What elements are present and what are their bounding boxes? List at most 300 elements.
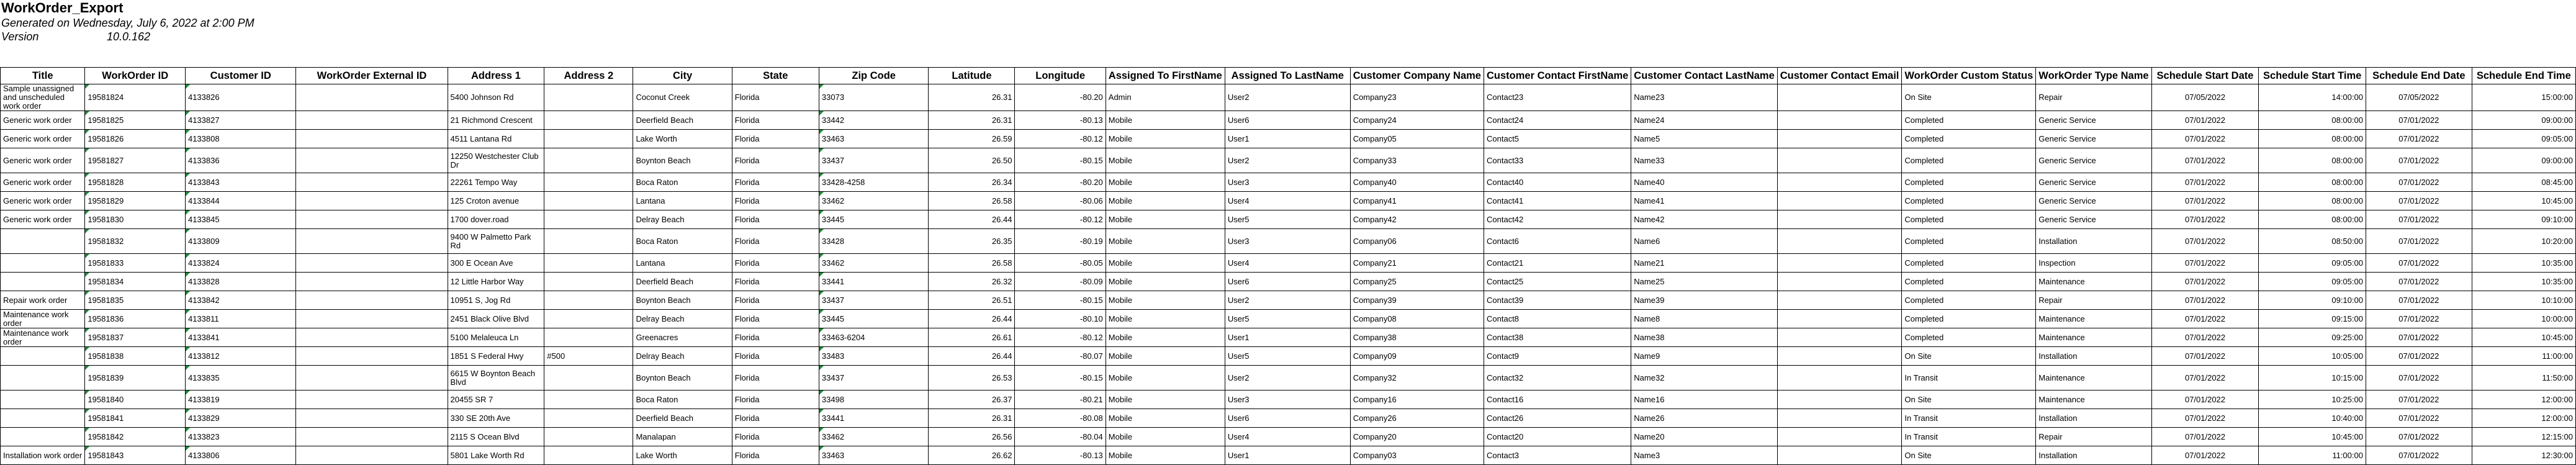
cell-external-id [296, 391, 448, 409]
cell-address-1: 9400 W Palmetto Park Rd [448, 229, 544, 254]
cell-contact-first-name: Contact20 [1484, 428, 1631, 446]
cell-type-name: Generic Service [2036, 148, 2151, 173]
cell-title [1, 428, 85, 446]
cell-end-date: 07/01/2022 [2366, 111, 2472, 130]
table-row [1, 192, 2576, 210]
cell-state: Florida [732, 409, 819, 428]
cell-start-time: 09:05:00 [2259, 273, 2366, 291]
cell-start-time: 10:05:00 [2259, 347, 2366, 366]
cell-zip-code: 33445 [819, 310, 929, 328]
cell-end-time: 10:35:00 [2472, 273, 2575, 291]
table-row [1, 229, 2576, 254]
cell-start-time: 09:05:00 [2259, 254, 2366, 273]
cell-start-time: 09:15:00 [2259, 310, 2366, 328]
cell-contact-email [1777, 192, 1902, 210]
column-header-address-1: Address 1 [448, 68, 544, 84]
cell-custom-status: Completed [1902, 310, 2036, 328]
cell-start-date: 07/01/2022 [2151, 347, 2259, 366]
cell-zip-code: 33437 [819, 366, 929, 391]
cell-custom-status: Completed [1902, 273, 2036, 291]
cell-city: Lake Worth [633, 446, 732, 465]
column-header-contact-email: Customer Contact Email [1777, 68, 1902, 84]
cell-address-2 [544, 446, 633, 465]
cell-assigned-first-name: Mobile [1106, 173, 1225, 192]
cell-custom-status: Completed [1902, 328, 2036, 347]
cell-state: Florida [732, 273, 819, 291]
cell-longitude: -80.15 [1015, 148, 1106, 173]
cell-latitude: 26.44 [929, 347, 1015, 366]
cell-end-time: 10:10:00 [2472, 291, 2575, 310]
cell-latitude: 26.58 [929, 192, 1015, 210]
cell-contact-first-name: Contact33 [1484, 148, 1631, 173]
cell-city: Boca Raton [633, 391, 732, 409]
cell-address-1: 10951 S, Jog Rd [448, 291, 544, 310]
cell-contact-last-name: Name21 [1631, 254, 1777, 273]
table-row [1, 84, 2576, 111]
cell-end-time: 10:00:00 [2472, 310, 2575, 328]
cell-contact-first-name: Contact6 [1484, 229, 1631, 254]
cell-start-time: 08:00:00 [2259, 210, 2366, 229]
cell-address-2 [544, 210, 633, 229]
cell-custom-status: On Site [1902, 446, 2036, 465]
cell-company-name: Company08 [1350, 310, 1484, 328]
table-row [1, 130, 2576, 148]
cell-state: Florida [732, 254, 819, 273]
cell-longitude: -80.06 [1015, 192, 1106, 210]
cell-address-2 [544, 391, 633, 409]
cell-zip-code: 33498 [819, 391, 929, 409]
cell-address-2 [544, 148, 633, 173]
cell-state: Florida [732, 173, 819, 192]
cell-custom-status: Completed [1902, 130, 2036, 148]
cell-contact-first-name: Contact41 [1484, 192, 1631, 210]
column-header-contact-last-name: Customer Contact LastName [1631, 68, 1777, 84]
cell-start-time: 10:25:00 [2259, 391, 2366, 409]
cell-latitude: 26.61 [929, 328, 1015, 347]
cell-start-time: 09:25:00 [2259, 328, 2366, 347]
cell-assigned-last-name: User2 [1225, 84, 1350, 111]
cell-state: Florida [732, 111, 819, 130]
cell-contact-first-name: Contact38 [1484, 328, 1631, 347]
cell-end-time: 10:45:00 [2472, 192, 2575, 210]
cell-longitude: -80.19 [1015, 229, 1106, 254]
column-header-end-date: Schedule End Date [2366, 68, 2472, 84]
cell-contact-last-name: Name32 [1631, 366, 1777, 391]
table-row [1, 173, 2576, 192]
cell-contact-email [1777, 409, 1902, 428]
cell-assigned-first-name: Mobile [1106, 446, 1225, 465]
cell-end-time: 11:00:00 [2472, 347, 2575, 366]
cell-address-1: 125 Croton avenue [448, 192, 544, 210]
cell-start-date: 07/01/2022 [2151, 391, 2259, 409]
cell-state: Florida [732, 192, 819, 210]
cell-address-1: 21 Richmond Crescent [448, 111, 544, 130]
cell-company-name: Company16 [1350, 391, 1484, 409]
column-header-longitude: Longitude [1015, 68, 1106, 84]
cell-title: Installation work order [1, 446, 85, 465]
cell-external-id [296, 310, 448, 328]
cell-end-time: 12:15:00 [2472, 428, 2575, 446]
cell-city: Lantana [633, 192, 732, 210]
cell-workorder-id: 19581838 [85, 347, 186, 366]
cell-address-1: 1700 dover.road [448, 210, 544, 229]
version-line [1, 30, 254, 43]
cell-type-name: Generic Service [2036, 192, 2151, 210]
cell-workorder-id: 19581828 [85, 173, 186, 192]
cell-assigned-last-name: User3 [1225, 229, 1350, 254]
cell-address-1: 22261 Tempo Way [448, 173, 544, 192]
cell-city: Lake Worth [633, 130, 732, 148]
cell-zip-code: 33441 [819, 273, 929, 291]
cell-assigned-last-name: User6 [1225, 111, 1350, 130]
cell-title: Sample unassigned and unscheduled work order [1, 84, 85, 111]
table-row [1, 428, 2576, 446]
cell-external-id [296, 84, 448, 111]
cell-longitude: -80.15 [1015, 366, 1106, 391]
cell-end-time: 12:00:00 [2472, 409, 2575, 428]
cell-city: Greenacres [633, 328, 732, 347]
cell-zip-code: 33445 [819, 210, 929, 229]
cell-customer-id: 4133806 [185, 446, 296, 465]
cell-workorder-id: 19581826 [85, 130, 186, 148]
cell-start-date: 07/01/2022 [2151, 446, 2259, 465]
cell-custom-status: In Transit [1902, 428, 2036, 446]
cell-longitude: -80.13 [1015, 111, 1106, 130]
cell-end-date: 07/01/2022 [2366, 428, 2472, 446]
cell-end-date: 07/01/2022 [2366, 328, 2472, 347]
cell-address-2 [544, 84, 633, 111]
cell-start-date: 07/01/2022 [2151, 273, 2259, 291]
cell-longitude: -80.07 [1015, 347, 1106, 366]
cell-zip-code: 33463 [819, 130, 929, 148]
cell-start-time: 14:00:00 [2259, 84, 2366, 111]
cell-start-time: 11:00:00 [2259, 446, 2366, 465]
cell-customer-id: 4133835 [185, 366, 296, 391]
cell-contact-first-name: Contact5 [1484, 130, 1631, 148]
cell-title: Generic work order [1, 148, 85, 173]
cell-customer-id: 4133809 [185, 229, 296, 254]
cell-latitude: 26.56 [929, 428, 1015, 446]
cell-assigned-first-name: Admin [1106, 84, 1225, 111]
cell-address-1: 20455 SR 7 [448, 391, 544, 409]
cell-company-name: Company40 [1350, 173, 1484, 192]
cell-external-id [296, 366, 448, 391]
cell-contact-email [1777, 229, 1902, 254]
cell-contact-last-name: Name9 [1631, 347, 1777, 366]
cell-start-date: 07/01/2022 [2151, 130, 2259, 148]
cell-zip-code: 33441 [819, 409, 929, 428]
cell-contact-first-name: Contact24 [1484, 111, 1631, 130]
cell-state: Florida [732, 366, 819, 391]
cell-end-date: 07/01/2022 [2366, 173, 2472, 192]
cell-assigned-last-name: User4 [1225, 428, 1350, 446]
cell-longitude: -80.12 [1015, 210, 1106, 229]
cell-contact-last-name: Name25 [1631, 273, 1777, 291]
cell-custom-status: Completed [1902, 291, 2036, 310]
cell-longitude: -80.04 [1015, 428, 1106, 446]
cell-workorder-id: 19581833 [85, 254, 186, 273]
cell-start-time: 10:40:00 [2259, 409, 2366, 428]
cell-state: Florida [732, 428, 819, 446]
cell-zip-code: 33462 [819, 428, 929, 446]
cell-workorder-id: 19581840 [85, 391, 186, 409]
cell-assigned-first-name: Mobile [1106, 148, 1225, 173]
cell-address-1: 1851 S Federal Hwy [448, 347, 544, 366]
cell-company-name: Company32 [1350, 366, 1484, 391]
cell-start-time: 08:00:00 [2259, 173, 2366, 192]
cell-latitude: 26.31 [929, 84, 1015, 111]
cell-address-1: 12 Little Harbor Way [448, 273, 544, 291]
cell-start-date: 07/01/2022 [2151, 173, 2259, 192]
cell-address-1: 5801 Lake Worth Rd [448, 446, 544, 465]
cell-contact-email [1777, 391, 1902, 409]
cell-title: Maintenance work order [1, 310, 85, 328]
cell-company-name: Company20 [1350, 428, 1484, 446]
table-row [1, 111, 2576, 130]
cell-state: Florida [732, 84, 819, 111]
cell-customer-id: 4133826 [185, 84, 296, 111]
cell-contact-first-name: Contact40 [1484, 173, 1631, 192]
cell-customer-id: 4133836 [185, 148, 296, 173]
cell-address-1: 300 E Ocean Ave [448, 254, 544, 273]
generated-timestamp: Generated on Wednesday, July 6, 2022 at 2:00 PM [1, 17, 254, 29]
column-header-start-time: Schedule Start Time [2259, 68, 2366, 84]
column-header-city: City [633, 68, 732, 84]
column-header-workorder-id: WorkOrder ID [85, 68, 186, 84]
cell-title: Generic work order [1, 210, 85, 229]
cell-end-date: 07/01/2022 [2366, 148, 2472, 173]
cell-city: Deerfield Beach [633, 273, 732, 291]
cell-zip-code: 33462 [819, 254, 929, 273]
cell-customer-id: 4133824 [185, 254, 296, 273]
cell-workorder-id: 19581824 [85, 84, 186, 111]
table-row [1, 210, 2576, 229]
cell-address-1: 6615 W Boynton Beach Blvd [448, 366, 544, 391]
cell-custom-status: On Site [1902, 84, 2036, 111]
cell-assigned-last-name: User4 [1225, 192, 1350, 210]
cell-external-id [296, 273, 448, 291]
cell-state: Florida [732, 130, 819, 148]
cell-contact-email [1777, 328, 1902, 347]
cell-type-name: Generic Service [2036, 111, 2151, 130]
cell-contact-email [1777, 291, 1902, 310]
cell-title [1, 347, 85, 366]
cell-state: Florida [732, 291, 819, 310]
cell-external-id [296, 192, 448, 210]
cell-customer-id: 4133829 [185, 409, 296, 428]
cell-start-date: 07/05/2022 [2151, 84, 2259, 111]
column-header-zip-code: Zip Code [819, 68, 929, 84]
cell-workorder-id: 19581842 [85, 428, 186, 446]
cell-workorder-id: 19581834 [85, 273, 186, 291]
cell-external-id [296, 409, 448, 428]
cell-state: Florida [732, 391, 819, 409]
column-header-contact-first-name: Customer Contact FirstName [1484, 68, 1631, 84]
cell-address-2 [544, 291, 633, 310]
cell-external-id [296, 428, 448, 446]
cell-address-2 [544, 130, 633, 148]
cell-longitude: -80.20 [1015, 173, 1106, 192]
cell-custom-status: Completed [1902, 148, 2036, 173]
cell-assigned-last-name: User6 [1225, 273, 1350, 291]
cell-latitude: 26.31 [929, 111, 1015, 130]
cell-end-date: 07/01/2022 [2366, 446, 2472, 465]
cell-contact-email [1777, 347, 1902, 366]
cell-state: Florida [732, 229, 819, 254]
cell-longitude: -80.08 [1015, 409, 1106, 428]
cell-workorder-id: 19581827 [85, 148, 186, 173]
cell-end-time: 10:20:00 [2472, 229, 2575, 254]
cell-assigned-first-name: Mobile [1106, 210, 1225, 229]
cell-title [1, 254, 85, 273]
cell-contact-first-name: Contact3 [1484, 446, 1631, 465]
cell-contact-email [1777, 111, 1902, 130]
cell-type-name: Maintenance [2036, 273, 2151, 291]
cell-assigned-first-name: Mobile [1106, 347, 1225, 366]
cell-contact-first-name: Contact25 [1484, 273, 1631, 291]
cell-address-1: 12250 Westchester Club Dr [448, 148, 544, 173]
cell-zip-code: 33442 [819, 111, 929, 130]
cell-external-id [296, 254, 448, 273]
cell-type-name: Installation [2036, 229, 2151, 254]
cell-company-name: Company25 [1350, 273, 1484, 291]
cell-start-date: 07/01/2022 [2151, 210, 2259, 229]
column-header-customer-id: Customer ID [185, 68, 296, 84]
cell-external-id [296, 446, 448, 465]
cell-customer-id: 4133823 [185, 428, 296, 446]
cell-contact-first-name: Contact8 [1484, 310, 1631, 328]
cell-end-date: 07/01/2022 [2366, 391, 2472, 409]
cell-assigned-first-name: Mobile [1106, 328, 1225, 347]
cell-company-name: Company42 [1350, 210, 1484, 229]
cell-zip-code: 33462 [819, 192, 929, 210]
cell-address-1: 4511 Lantana Rd [448, 130, 544, 148]
table-row [1, 273, 2576, 291]
cell-workorder-id: 19581829 [85, 192, 186, 210]
table-row [1, 328, 2576, 347]
cell-customer-id: 4133827 [185, 111, 296, 130]
cell-workorder-id: 19581841 [85, 409, 186, 428]
cell-contact-last-name: Name40 [1631, 173, 1777, 192]
cell-end-date: 07/01/2022 [2366, 366, 2472, 391]
cell-custom-status: In Transit [1902, 366, 2036, 391]
cell-zip-code: 33463-6204 [819, 328, 929, 347]
table-row [1, 254, 2576, 273]
table-row [1, 148, 2576, 173]
cell-workorder-id: 19581830 [85, 210, 186, 229]
cell-assigned-first-name: Mobile [1106, 273, 1225, 291]
column-header-external-id: WorkOrder External ID [296, 68, 448, 84]
cell-state: Florida [732, 347, 819, 366]
cell-contact-email [1777, 310, 1902, 328]
cell-address-2 [544, 328, 633, 347]
cell-end-time: 12:30:00 [2472, 446, 2575, 465]
cell-address-2 [544, 366, 633, 391]
cell-contact-last-name: Name6 [1631, 229, 1777, 254]
cell-external-id [296, 130, 448, 148]
cell-end-date: 07/01/2022 [2366, 130, 2472, 148]
cell-contact-first-name: Contact21 [1484, 254, 1631, 273]
cell-contact-last-name: Name38 [1631, 328, 1777, 347]
cell-end-time: 11:50:00 [2472, 366, 2575, 391]
cell-custom-status: Completed [1902, 229, 2036, 254]
version-label: Version [1, 30, 39, 43]
cell-title: Generic work order [1, 192, 85, 210]
cell-title: Generic work order [1, 111, 85, 130]
cell-assigned-first-name: Mobile [1106, 391, 1225, 409]
cell-latitude: 26.58 [929, 254, 1015, 273]
cell-end-time: 09:00:00 [2472, 148, 2575, 173]
cell-contact-email [1777, 210, 1902, 229]
cell-assigned-last-name: User3 [1225, 173, 1350, 192]
cell-start-time: 10:15:00 [2259, 366, 2366, 391]
cell-assigned-first-name: Mobile [1106, 192, 1225, 210]
cell-contact-first-name: Contact39 [1484, 291, 1631, 310]
cell-latitude: 26.50 [929, 148, 1015, 173]
cell-assigned-first-name: Mobile [1106, 428, 1225, 446]
cell-latitude: 26.35 [929, 229, 1015, 254]
table-row [1, 291, 2576, 310]
cell-end-date: 07/01/2022 [2366, 210, 2472, 229]
column-header-latitude: Latitude [929, 68, 1015, 84]
cell-assigned-first-name: Mobile [1106, 291, 1225, 310]
cell-longitude: -80.10 [1015, 310, 1106, 328]
column-header-state: State [732, 68, 819, 84]
cell-state: Florida [732, 328, 819, 347]
cell-city: Boynton Beach [633, 148, 732, 173]
cell-longitude: -80.12 [1015, 130, 1106, 148]
cell-type-name: Repair [2036, 428, 2151, 446]
cell-end-date: 07/01/2022 [2366, 291, 2472, 310]
cell-title: Maintenance work order [1, 328, 85, 347]
cell-company-name: Company26 [1350, 409, 1484, 428]
cell-type-name: Generic Service [2036, 173, 2151, 192]
cell-longitude: -80.09 [1015, 273, 1106, 291]
cell-state: Florida [732, 310, 819, 328]
cell-latitude: 26.34 [929, 173, 1015, 192]
cell-type-name: Installation [2036, 347, 2151, 366]
cell-title [1, 366, 85, 391]
cell-custom-status: Completed [1902, 111, 2036, 130]
cell-company-name: Company21 [1350, 254, 1484, 273]
cell-workorder-id: 19581837 [85, 328, 186, 347]
cell-type-name: Generic Service [2036, 210, 2151, 229]
cell-end-date: 07/01/2022 [2366, 409, 2472, 428]
cell-title [1, 229, 85, 254]
cell-assigned-last-name: User5 [1225, 347, 1350, 366]
cell-customer-id: 4133819 [185, 391, 296, 409]
cell-assigned-last-name: User1 [1225, 130, 1350, 148]
cell-type-name: Maintenance [2036, 328, 2151, 347]
table-row [1, 310, 2576, 328]
cell-start-time: 10:45:00 [2259, 428, 2366, 446]
cell-type-name: Installation [2036, 409, 2151, 428]
cell-city: Delray Beach [633, 347, 732, 366]
cell-end-time: 10:35:00 [2472, 254, 2575, 273]
cell-contact-last-name: Name24 [1631, 111, 1777, 130]
cell-zip-code: 33073 [819, 84, 929, 111]
version-value: 10.0.162 [107, 30, 151, 43]
report-header [1, 0, 254, 43]
cell-customer-id: 4133842 [185, 291, 296, 310]
cell-zip-code: 33463 [819, 446, 929, 465]
header-row [1, 68, 2576, 84]
cell-type-name: Maintenance [2036, 391, 2151, 409]
cell-type-name: Maintenance [2036, 310, 2151, 328]
cell-address-2 [544, 310, 633, 328]
cell-end-time: 09:10:00 [2472, 210, 2575, 229]
cell-customer-id: 4133812 [185, 347, 296, 366]
